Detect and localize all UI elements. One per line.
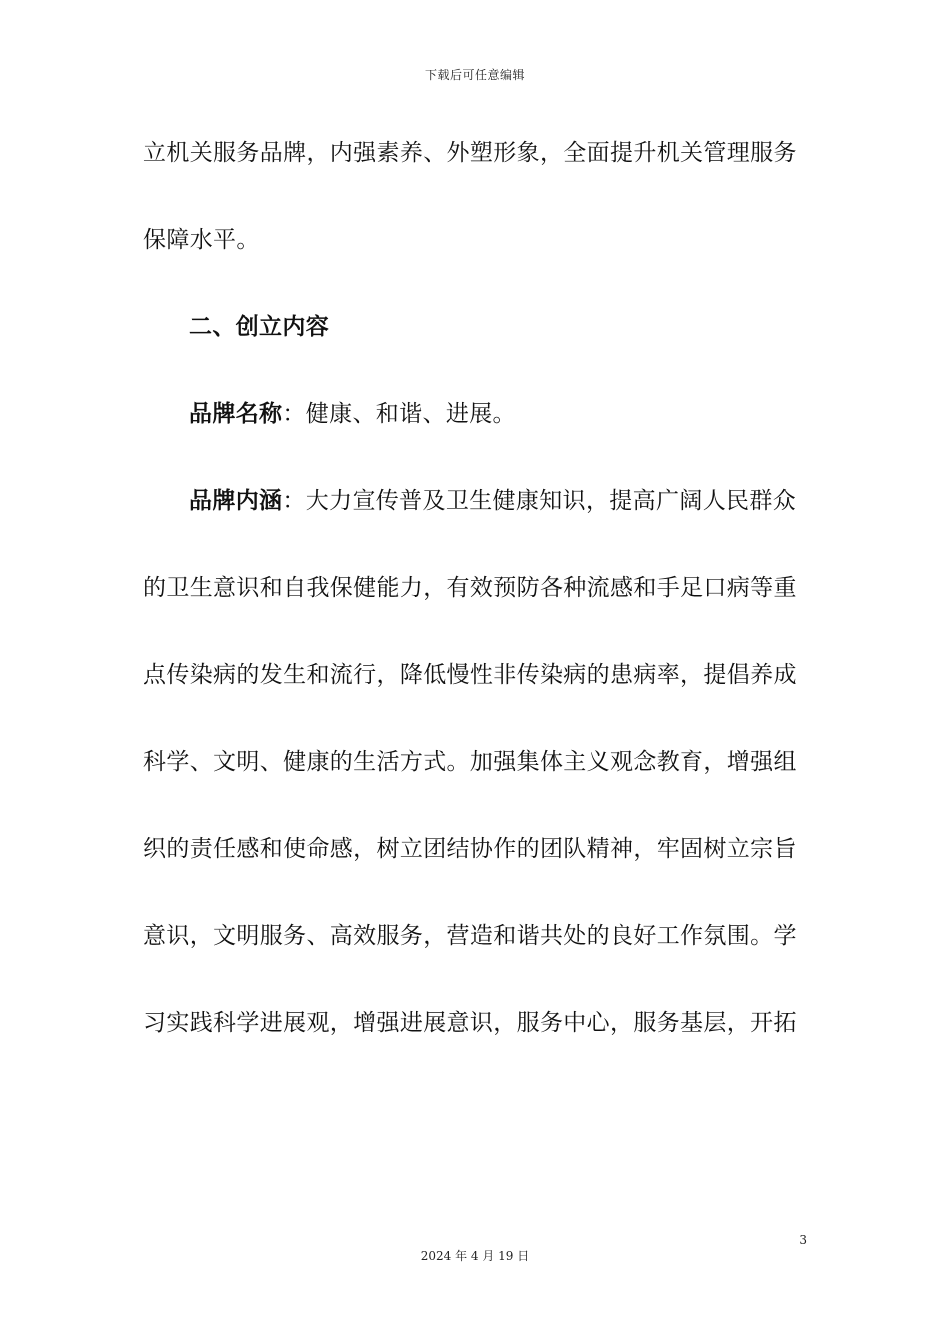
brand-name-label: 品牌名称 <box>189 401 283 427</box>
page-footer-date: 2024 年 4 月 19 日 <box>420 1249 530 1263</box>
paragraph-line: 立机关服务品牌，内强素养、外塑形象，全面提升机关管理服务 <box>143 140 797 166</box>
brand-meaning-text: ：大力宣传普及卫生健康知识，提高广阔人民群众 <box>282 488 797 514</box>
paragraph-line: 意识，文明服务、高效服务，营造和谐共处的良好工作氛围。学 <box>143 923 797 949</box>
paragraph-line: 点传染病的发生和流行，降低慢性非传染病的患病率，提倡养成 <box>143 662 797 688</box>
page-header: 下载后可任意编辑 <box>424 68 525 82</box>
page-number: 3 <box>799 1233 807 1247</box>
section-heading: 二、创立内容 <box>189 314 330 340</box>
paragraph-line: 习实践科学进展观，增强进展意识，服务中心，服务基层，开拓 <box>143 1010 797 1036</box>
brand-name-paragraph <box>143 392 808 479</box>
brand-meaning-paragraph <box>143 479 808 566</box>
document-body <box>143 131 808 1088</box>
paragraph-line: 的卫生意识和自我保健能力，有效预防各种流感和手足口病等重 <box>143 575 797 601</box>
brand-name-text: ：健康、和谐、进展。 <box>282 401 516 427</box>
paragraph-line: 科学、文明、健康的生活方式。加强集体主义观念教育，增强组 <box>143 749 797 775</box>
brand-meaning-label: 品牌内涵 <box>189 488 283 514</box>
paragraph-line: 保障水平。 <box>143 227 260 253</box>
paragraph-line: 织的责任感和使命感，树立团结协作的团队精神，牢固树立宗旨 <box>143 836 797 862</box>
